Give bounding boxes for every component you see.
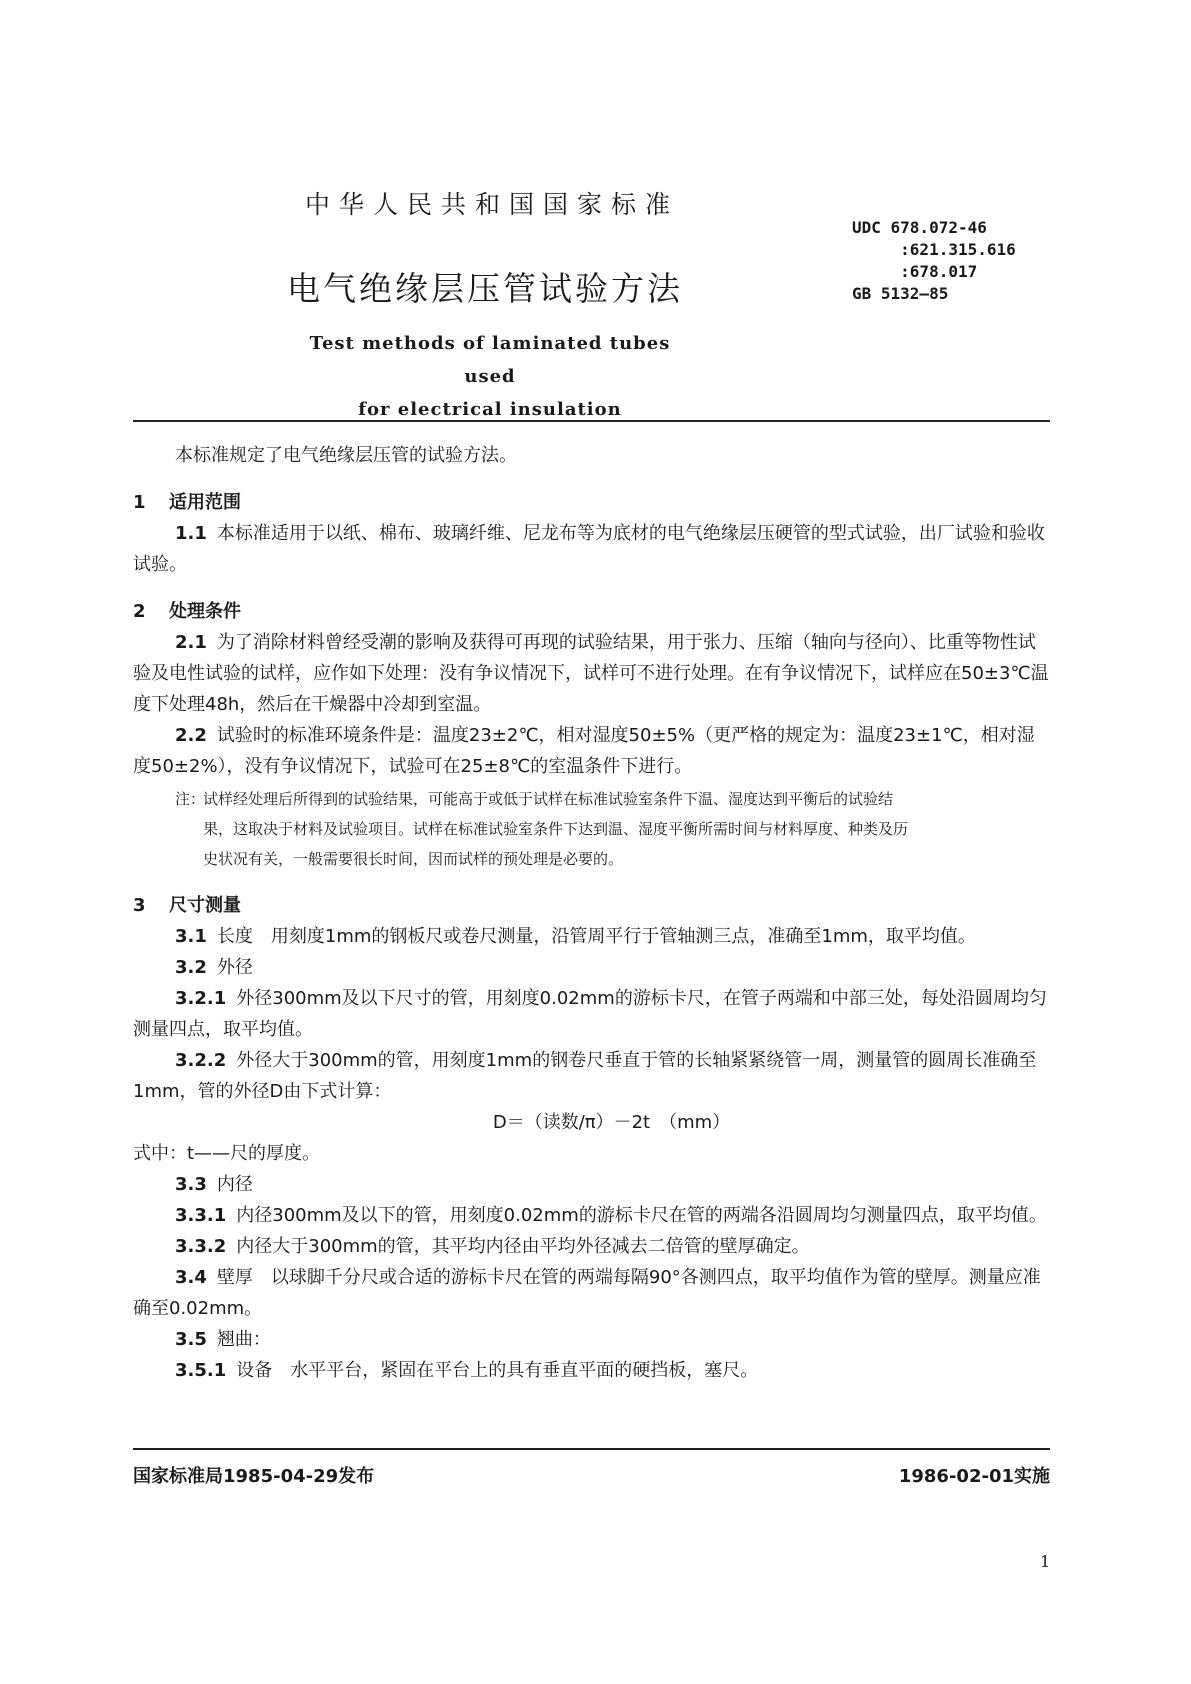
clause-2-2: 2.2 试验时的标准环境条件是：温度23±2℃，相对湿度50±5%（更严格的规定为：温度23±1℃，相对湿度50±2%），没有争议情况下，试验可在25±8℃的室温条件下进行。: [133, 725, 1035, 777]
clause-3-1: 3.1 长度 用刻度1mm的钢板尺或卷尺测量，沿管周平行于管轴测三点，准确至1mm，取平均值。: [175, 926, 976, 947]
note-block: [175, 784, 1050, 874]
footer: [133, 1462, 1050, 1488]
clause-3-4: 3.4 壁厚 以球脚千分尺或合适的游标卡尺在管的两端每隔90°各测四点，取平均值作为管的壁厚。测量应准确至0.02mm。: [133, 1267, 1041, 1319]
title-en-line-1: Test methods of laminated tubes used: [309, 333, 671, 387]
clause-3-2-2: 3.2.2 外径大于300mm的管，用刻度1mm的钢卷尺垂直于管的长轴紧紧绕管一周，测量管的圆周长准确至1mm，管的外径D由下式计算：: [133, 1050, 1037, 1102]
clause-3-2: 3.2 外径: [175, 957, 253, 978]
outer-diameter-formula: D＝（读数/π）－2t （mm）: [492, 1112, 731, 1133]
clause-3-5-1: 3.5.1 设备 水平平台，紧固在平台上的具有垂直平面的硬挡板，塞尺。: [175, 1360, 759, 1381]
udc-classification: [852, 217, 1016, 305]
udc-line-2: :621.315.616: [852, 240, 1016, 259]
note-line-3: 史状况有关，一般需要很长时间，因而试样的预处理是必要的。: [203, 850, 624, 868]
note-label: 注：: [175, 790, 206, 808]
section-3-heading: 3 尺寸测量: [133, 895, 241, 916]
document-body: [133, 440, 1050, 1386]
header-divider: [133, 420, 1050, 422]
intro-paragraph: 本标准规定了电气绝缘层压管的试验方法。: [175, 445, 517, 466]
issue-date: 国家标准局1985-04-29发布: [133, 1466, 375, 1487]
note-line-2: 果，这取决于材料及试验项目。试样在标准试验室条件下达到温、湿度平衡所需时间与材料厚度、种类及历: [203, 820, 909, 838]
clause-3-3-1: 3.3.1 内径300mm及以下的管，用刻度0.02mm的游标卡尺在管的两端各沿圆周均匀测量四点，取平均值。: [175, 1205, 1047, 1226]
note-line-1: 试样经处理后所得到的试验结果，可能高于或低于试样在标准试验室条件下温、湿度达到平衡后的试验结: [203, 790, 894, 808]
standard-type-heading: 中华人民共和国国家标准: [305, 190, 680, 219]
udc-line-3: :678.017: [852, 262, 978, 281]
section-2-heading: 2 处理条件: [133, 601, 241, 622]
clause-3-5: 3.5 翘曲：: [175, 1329, 271, 1350]
clause-3-3-2: 3.3.2 内径大于300mm的管，其平均内径由平均外径减去二倍管的壁厚确定。: [175, 1236, 810, 1257]
section-1-heading: 1 适用范围: [133, 492, 241, 513]
footer-divider: [133, 1448, 1050, 1450]
clause-3-3: 3.3 内径: [175, 1174, 253, 1195]
title-en-line-2: for electrical insulation: [358, 399, 622, 420]
document-title-en: [300, 327, 680, 426]
udc-line-1: UDC 678.072-46: [852, 218, 987, 237]
clause-1-1: 1.1 本标准适用于以纸、棉布、玻璃纤维、尼龙布等为底材的电气绝缘层压硬管的型式试验，出厂试验和验收试验。: [133, 523, 1045, 575]
document-title-cn: 电气绝缘层压管试验方法: [287, 269, 683, 308]
gb-code: GB 5132—85: [852, 284, 949, 303]
clause-2-1: 2.1 为了消除材料曾经受潮的影响及获得可再现的试验结果，用于张力、压缩（轴向与径向）、比重等物性试验及电性试验的试样，应作如下处理：没有争议情况下，试样可不进行处理。在有争议情况下，试样应在50±3℃温度下处理48h，然后在干燥器中冷却到室温。: [133, 632, 1049, 715]
clause-3-2-1: 3.2.1 外径300mm及以下尺寸的管，用刻度0.02mm的游标卡尺，在管子两端和中部三处，每处沿圆周均匀测量四点，取平均值。: [133, 988, 1047, 1040]
formula-where: 式中：t——尺的厚度。: [133, 1143, 321, 1164]
page-number: 1: [1040, 1552, 1051, 1571]
effective-date: 1986-02-01实施: [898, 1466, 1050, 1487]
